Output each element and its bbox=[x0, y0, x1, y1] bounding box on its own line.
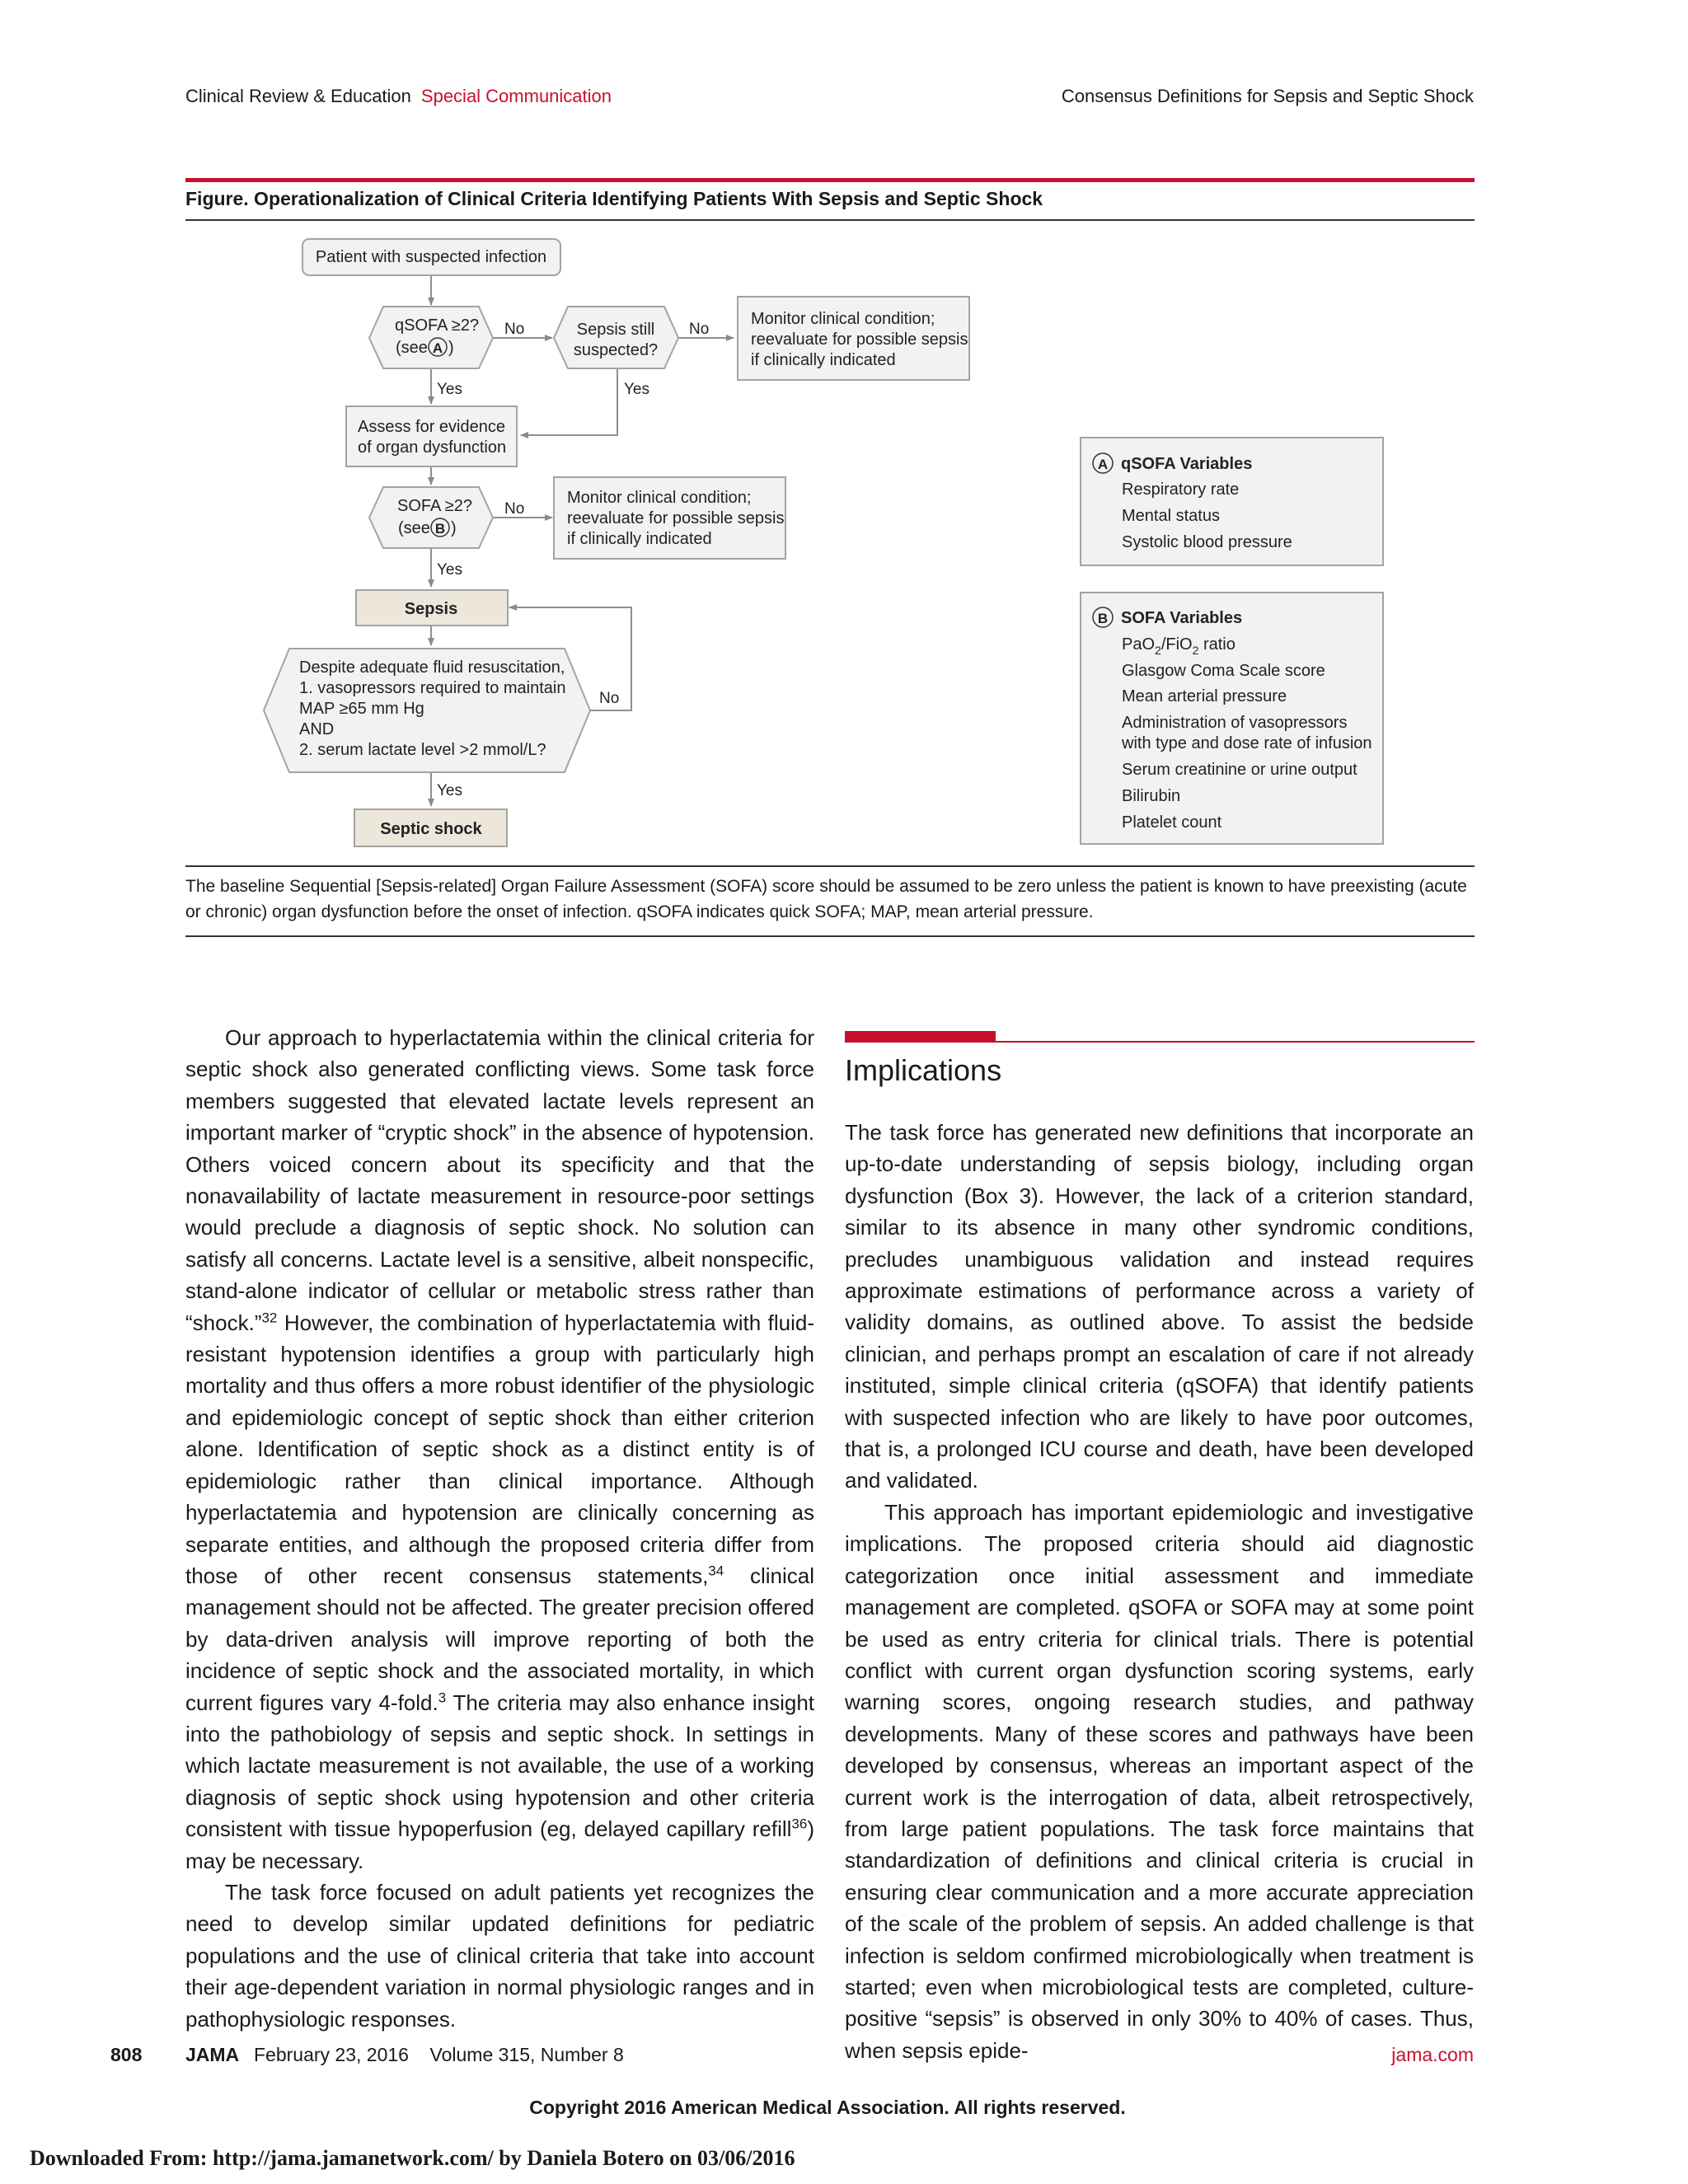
sofa-variables-title: SOFA Variables bbox=[1121, 609, 1243, 627]
sofa-var-gcs: Glasgow Coma Scale score bbox=[1122, 662, 1325, 680]
criteria-line1: Despite adequate fluid resuscitation, bbox=[299, 658, 565, 677]
figure-top-bar bbox=[185, 178, 1475, 182]
sepsis-still-no-label: No bbox=[689, 321, 710, 338]
criteria-line2: 1. vasopressors required to maintain bbox=[299, 679, 566, 697]
section-marker-bar bbox=[845, 1031, 996, 1043]
monitor2-line1: Monitor clinical condition; bbox=[567, 489, 752, 507]
journal-site-link[interactable]: jama.com bbox=[1391, 2044, 1474, 2065]
right-paragraph-2: This approach has important epidemiologic and investigative implications. The proposed criteria should aid diagnostic categorization once initial assessment and immediate management are completed. qSOFA or SOFA may at some point be used as entry criteria for clinical trials. There is potential conflict with current organ dysfunction scoring systems, early warning scores, ongoing research studies, and pathway developments. Many of these scores and pathways have been developed by consensus, whereas an important aspect of the current work is the interrogation of data, albeit retrospectively, from large patient populations. The task force maintains that standardization of definitions and clinical criteria is crucial in ensuring clear communication and a more accurate appreciation of the scale of the problem of sepsis. An added challenge is that infection is seldom confirmed microbiologically when treatment is started; even when microbiological tests are completed, culture-positive “sepsis” is observed in only 30% to 40% of cases. Thus, when sepsis epide- bbox=[845, 1499, 1474, 2063]
assess-line2: of organ dysfunction bbox=[358, 438, 507, 457]
arrow-sepsis-still-yes bbox=[521, 368, 617, 435]
ref-3: 3 bbox=[438, 1689, 447, 1705]
criteria-line5: 2. serum lactate level >2 mmol/L? bbox=[299, 741, 546, 759]
sepsis-still-yes-label: Yes bbox=[624, 381, 649, 398]
ref-32: 32 bbox=[261, 1310, 278, 1325]
qsofa-var-mental: Mental status bbox=[1122, 507, 1220, 525]
assess-box bbox=[346, 406, 517, 466]
monitor1-line3: if clinically indicated bbox=[751, 351, 896, 369]
sofa-question-close: ) bbox=[451, 519, 457, 537]
sofa-var-vasopressors-cont: with type and dose rate of infusion bbox=[1122, 734, 1372, 752]
qsofa-question-see: (see bbox=[396, 339, 428, 357]
qsofa-yes-label: Yes bbox=[437, 381, 462, 398]
section-label: Clinical Review & Education bbox=[185, 86, 411, 106]
qsofa-var-respiratory: Respiratory rate bbox=[1122, 480, 1240, 499]
qsofa-var-sbp: Systolic blood pressure bbox=[1122, 533, 1292, 551]
monitor1-line1: Monitor clinical condition; bbox=[751, 310, 935, 328]
sofa-yes-label: Yes bbox=[437, 561, 462, 579]
body-left-column bbox=[185, 1022, 814, 2035]
sofa-var-bilirubin: Bilirubin bbox=[1122, 787, 1181, 805]
criteria-no-label: No bbox=[599, 690, 620, 707]
qsofa-question-line1: qSOFA ≥2? bbox=[395, 316, 480, 335]
figure-caption: The baseline Sequential [Sepsis-related] Organ Failure Assessment (SOFA) score should be assumed to be zero unless the patient is known to have preexisting (acute or chronic) organ dysfunction before the onset of infection. qSOFA indicates quick SOFA; MAP, mean arterial pressure. bbox=[185, 877, 1467, 921]
issue-info: February 23, 2016 Volume 315, Number 8 bbox=[254, 2044, 624, 2065]
running-title: Consensus Definitions for Sepsis and Septic Shock bbox=[1061, 86, 1474, 106]
page-number: 808 bbox=[110, 2044, 143, 2065]
sofa-var-platelets: Platelet count bbox=[1122, 813, 1222, 832]
sepsis-flowchart bbox=[0, 223, 1688, 857]
sepsis-label: Sepsis bbox=[404, 600, 458, 618]
marker-a-panel: A bbox=[1097, 457, 1109, 472]
monitor2-line2: reevaluate for possible sepsis bbox=[567, 509, 785, 527]
sepsis-still-line1: Sepsis still bbox=[576, 321, 655, 339]
body-right-column bbox=[845, 1117, 1474, 2066]
figure-title: Figure. Operationalization of Clinical Criteria Identifying Patients With Sepsis and Septic Shock bbox=[185, 188, 1043, 209]
sofa-var-map: Mean arterial pressure bbox=[1122, 687, 1287, 705]
running-header-section bbox=[185, 86, 612, 107]
ref-36: 36 bbox=[791, 1816, 808, 1832]
sofa-no-label: No bbox=[504, 500, 525, 518]
sofa-var-vasopressors: Administration of vasopressors bbox=[1122, 714, 1348, 732]
caption-bottom-rule bbox=[185, 935, 1475, 937]
septic-shock-label: Septic shock bbox=[380, 820, 482, 838]
sofa-question-see: (see bbox=[398, 519, 430, 537]
marker-b-inline: B bbox=[434, 521, 446, 537]
download-stamp: Downloaded From: http://jama.jamanetwork.com/ by Daniela Botero on 03/06/2016 bbox=[30, 2146, 795, 2170]
sofa-question-line1: SOFA ≥2? bbox=[397, 497, 473, 515]
monitor2-line3: if clinically indicated bbox=[567, 530, 712, 548]
figure-title-rule bbox=[185, 219, 1475, 221]
qsofa-variables-title: qSOFA Variables bbox=[1121, 455, 1253, 473]
sepsis-still-line2: suspected? bbox=[573, 341, 659, 359]
criteria-line4: AND bbox=[299, 720, 335, 738]
subsection-label: Special Communication bbox=[420, 86, 612, 106]
assess-line1: Assess for evidence bbox=[358, 418, 505, 436]
sofa-var-creatinine: Serum creatinine or urine output bbox=[1122, 761, 1357, 779]
right-paragraph-1: The task force has generated new definitions that incorporate an up-to-date understanding of sepsis biology, including organ dysfunction (Box 3). However, the lack of a criterion standard, similar to its absence in many other syndromic conditions, precludes unambiguous validation and instead requires approximate estimations of performance across a variety of validity domains, as outlined above. To assist the bedside clinician, and perhaps prompt an escalation of care if not already instituted, simple clinical criteria (qSOFA) that identify patients with suspected infection who are likely to have poor outcomes, that is, a prolonged ICU course and death, have been developed and validated. bbox=[845, 1120, 1474, 1493]
left-paragraph-2: The task force focused on adult patients yet recognizes the need to develop similar updated definitions for pediatric populations and the use of clinical criteria that take into account their age-dependent variation in normal physiologic ranges and in pathophysiologic responses. bbox=[185, 1879, 814, 2032]
left-paragraph-1: Our approach to hyperlactatemia within the clinical criteria for septic shock also generated conflicting views. Some task force members suggested that elevated lactate levels represent an important marker of “cryptic shock” in the absence of hypotension. Others voiced concern about its specificity and that the nonavailability of lactate measurement in resource-poor settings would preclude a diagnosis of septic shock. No solution can satisfy all concerns. Lactate level is a sensitive, albeit nonspecific, stand-alone indicator of cellular or metabolic stress rather than “shock.”$^{32}$ However, the combination of hyperlactatemia with fluid-resistant hypotension identifies a group with particularly high mortality and thus offers a more robust identifier of the physiologic and epidemiologic concept of septic shock than either criterion alone. Identification of septic shock as a distinct entity is of epidemiologic rather than clinical importance. Although hyperlactatemia and hypotension are clinically concerning as separate entities, and although the proposed criteria differ from those of other recent consensus statements,$^{34}$ clinical management should not be affected. The greater precision offered by data-driven analysis will improve reporting of both the incidence of septic shock and the associated mortality, in which current figures vary 4-fold.$^3$ The criteria may also enhance insight into the pathobiology of sepsis and septic shock. In settings in which lactate measurement is not available, the use of a working diagnosis of septic shock using hypotension and other criteria consistent with tissue hypoperfusion (eg, delayed capillary refill$^{36}$) may be necessary. bbox=[185, 1025, 815, 1873]
marker-b-panel: B bbox=[1097, 611, 1109, 626]
qsofa-no-label: No bbox=[504, 321, 525, 338]
section-marker-line bbox=[996, 1041, 1475, 1043]
ref-34: 34 bbox=[708, 1563, 724, 1579]
criteria-line3: MAP ≥65 mm Hg bbox=[299, 700, 424, 718]
sofa-var-pao2-fio2: PaO$_2$/FiO$_2$ ratio bbox=[1122, 635, 1236, 657]
start-label: Patient with suspected infection bbox=[315, 248, 547, 266]
qsofa-question-close: ) bbox=[448, 339, 454, 357]
journal-name: JAMA bbox=[185, 2044, 240, 2065]
copyright-notice: Copyright 2016 American Medical Association. All rights reserved. bbox=[529, 2097, 1126, 2118]
implications-heading: Implications bbox=[845, 1053, 1002, 1087]
marker-a-inline: A bbox=[432, 340, 443, 356]
criteria-yes-label: Yes bbox=[437, 782, 462, 799]
monitor1-line2: reevaluate for possible sepsis bbox=[751, 330, 968, 349]
caption-top-rule bbox=[185, 865, 1475, 867]
